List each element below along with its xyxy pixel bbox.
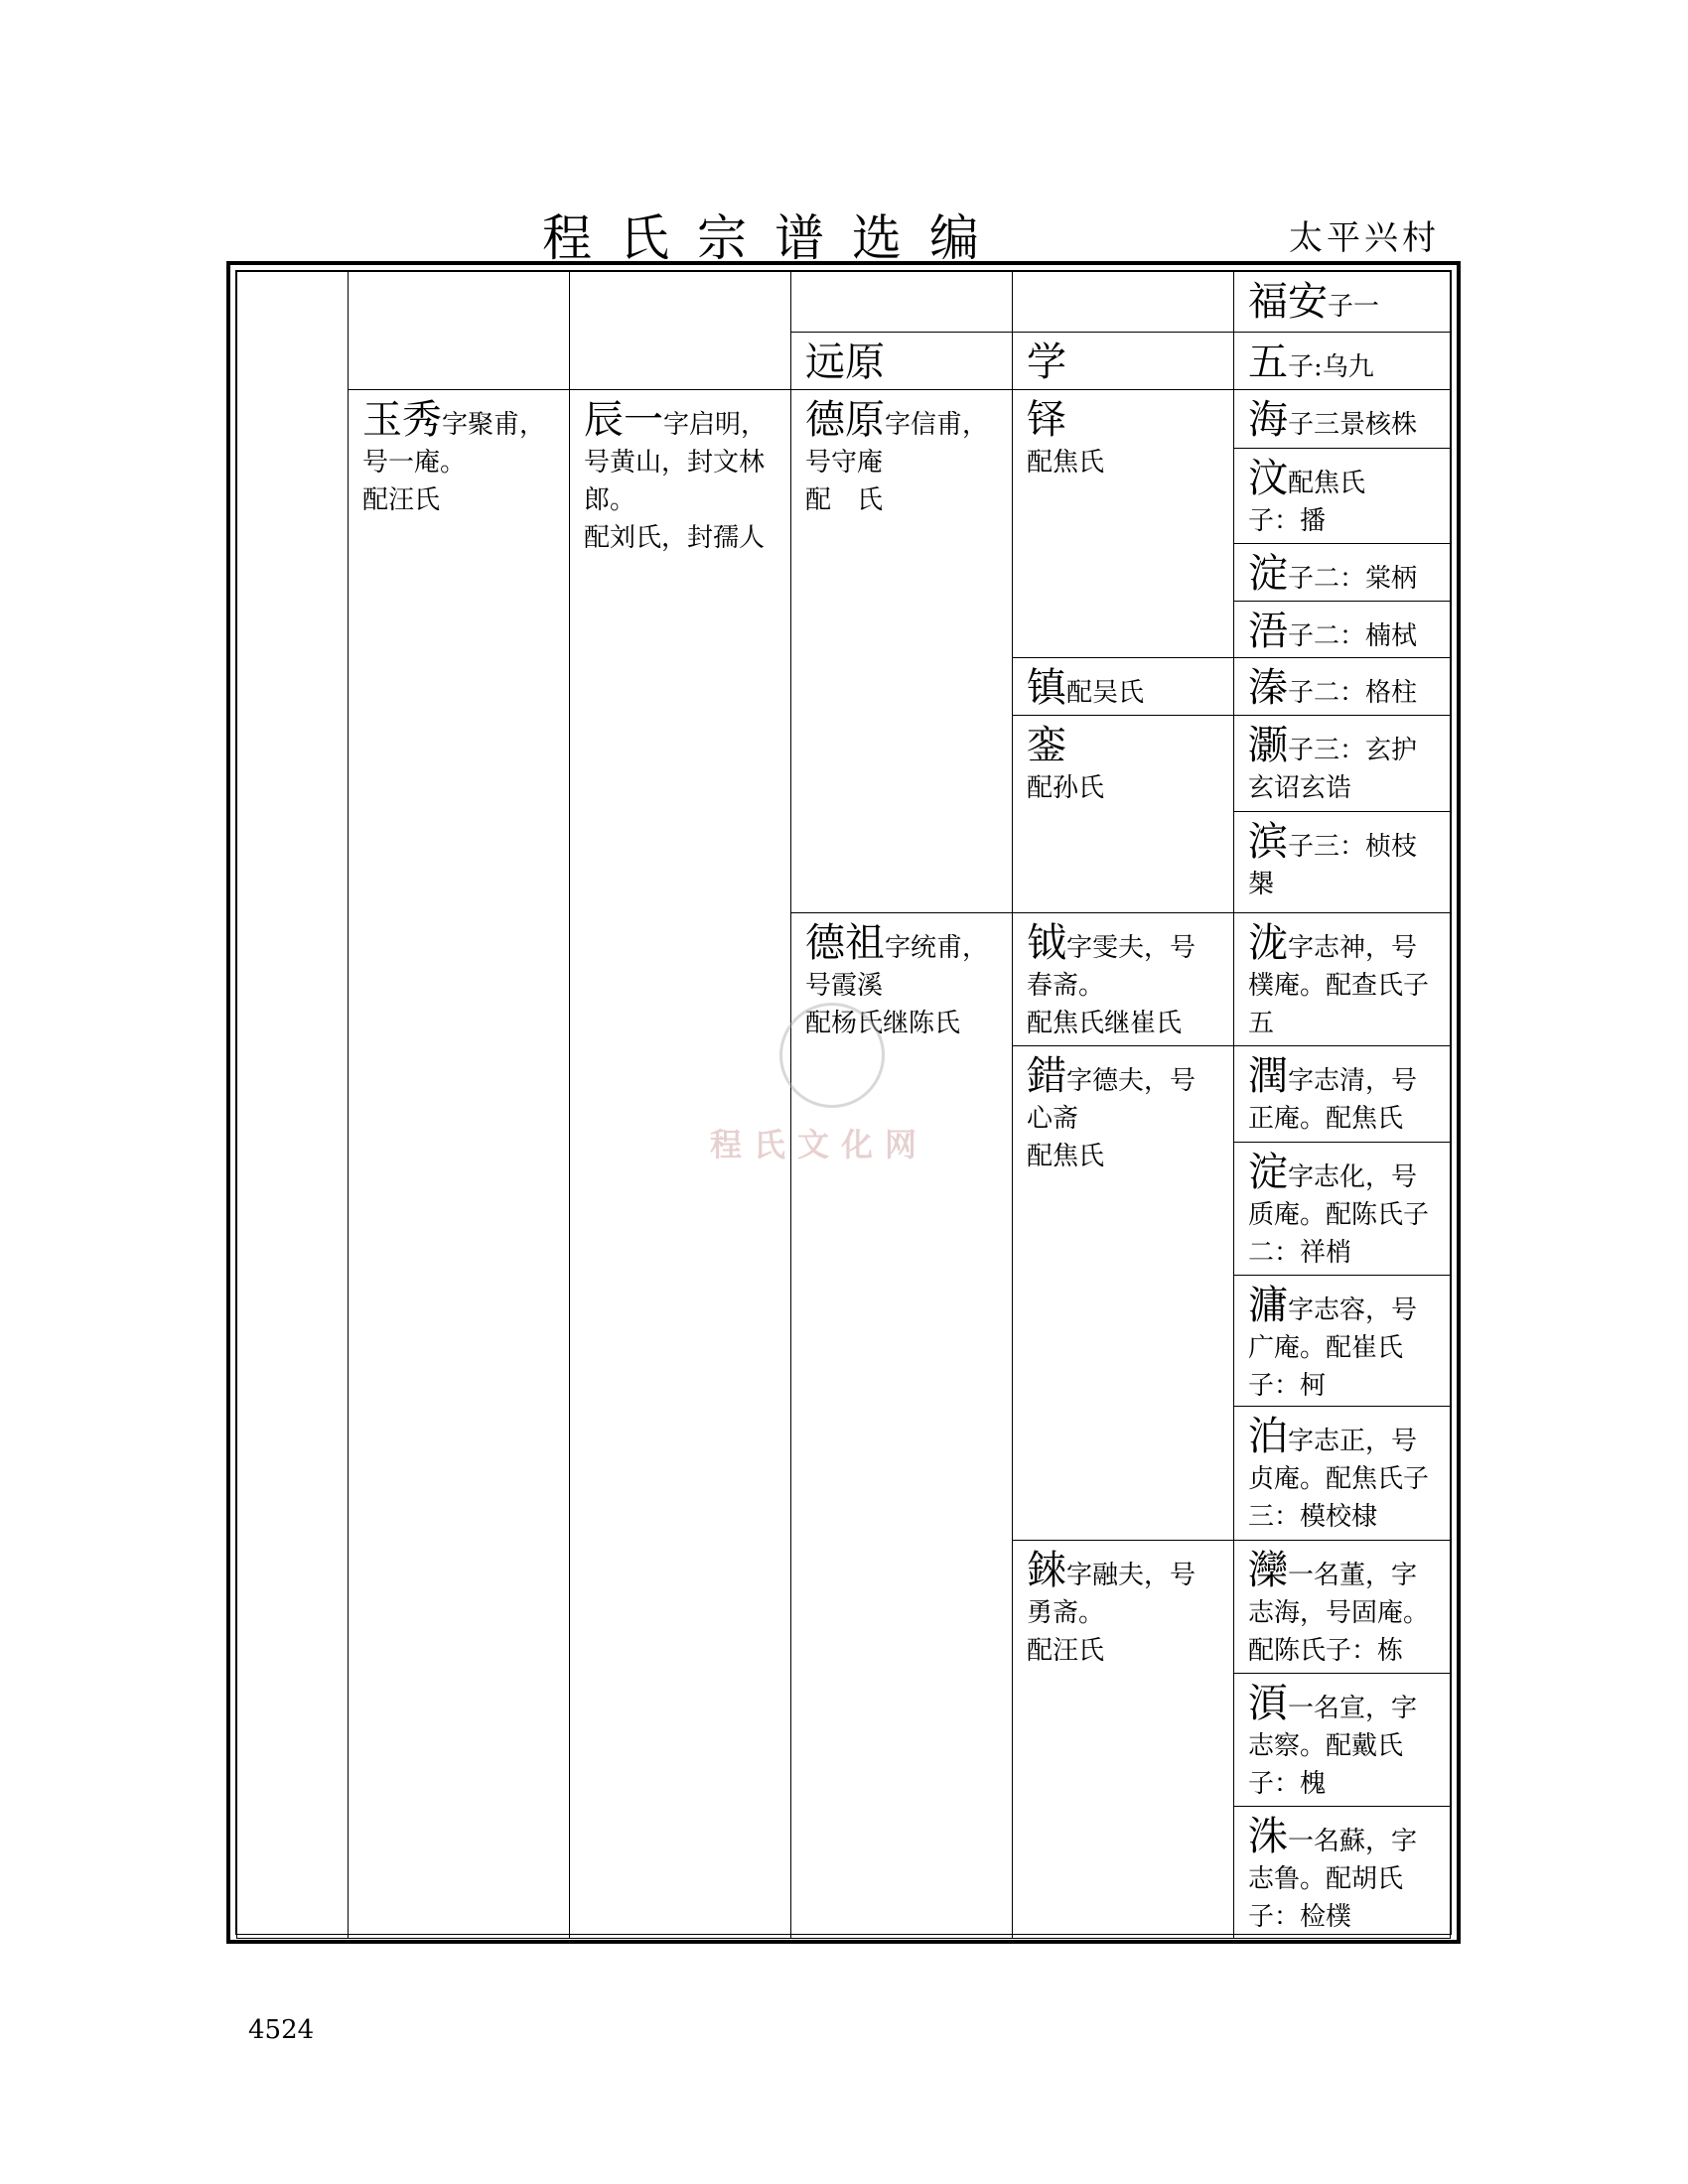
entry-long: 泷字志神，号 樸庵。配查氏子五 [1233,912,1451,1046]
entry-qin: 溱子二：格柱 [1233,657,1451,716]
entry-bo: 泊字志正，号 贞庵。配焦氏子三：模校棣 [1233,1406,1451,1541]
watermark-text: 程氏文化网 [710,1126,929,1163]
entry-wu: 五子:乌九 [1233,332,1451,390]
entry-deyuan: 德原字信甫， 号守庵 配 氏 [790,389,1013,913]
page-subtitle: 太平兴村 [1289,218,1440,258]
entry-yi: 铎 配焦氏 [1012,389,1234,658]
empty-cell [348,271,570,390]
entry-dezu: 德祖字统甫， 号霞溪 配杨氏继陈氏 [790,912,1013,1939]
page-title: 程氏宗谱选编 [542,209,1007,267]
entry-chenyi: 辰一字启明， 号黄山，封文林郎。 配刘氏，封孺人 [569,389,791,1939]
entry-dian: 淀子二：棠柄 [1233,543,1451,602]
entry-xue: 学 [1012,332,1234,390]
empty-cell [569,271,791,390]
entry-yuxiu: 玉秀字聚甫， 号一庵。 配汪氏 [348,389,570,1939]
entry-cuo: 錯字德夫，号 心斋 配焦氏 [1012,1045,1234,1541]
entry-ding: 淀字志化，号 质庵。配陈氏子二：祥梢 [1233,1142,1451,1276]
entry-hai: 海子三景核株 [1233,389,1451,449]
watermark-seal-icon [779,1003,885,1108]
entry-zhu: 洙一名蘇，字 志鲁。配胡氏子：检樸 [1233,1806,1451,1939]
empty-cell [790,271,1013,333]
entry-su: 錸字融夫，号 勇斋。 配汪氏 [1012,1540,1234,1939]
entry-bin: 滨子三：桢枝 槼 [1233,811,1451,913]
entry-run: 潤字志清，号 正庵。配焦氏 [1233,1045,1451,1143]
entry-yuan2: 湏一名宣，字 志察。配戴氏子：槐 [1233,1673,1451,1807]
entry-yuanyuan: 远原 [790,332,1013,390]
entry-luan: 銮 配孙氏 [1012,715,1234,913]
watermark [710,1003,978,1181]
entry-fuan: 福安子一 [1233,271,1451,333]
entry-rong: 滽字志容，号 广庵。配崔氏子：柯 [1233,1275,1451,1407]
entry-yue: 钺字雯夫，号 春斋。 配焦氏继崔氏 [1012,912,1234,1046]
entry-luan2: 灤一名董，字 志海，号固庵。配陈氏子：栋 [1233,1540,1451,1674]
entry-wen: 汶配焦氏 子：播 [1233,448,1451,544]
margin-column [236,271,349,1939]
page-number: 4524 [248,2015,315,2045]
empty-cell [1012,271,1234,333]
entry-hao: 灏子三：玄护 玄诏玄诰 [1233,715,1451,812]
entry-zhen: 镇配吴氏 [1012,657,1234,716]
entry-wu2: 浯子二：楠栻 [1233,601,1451,658]
